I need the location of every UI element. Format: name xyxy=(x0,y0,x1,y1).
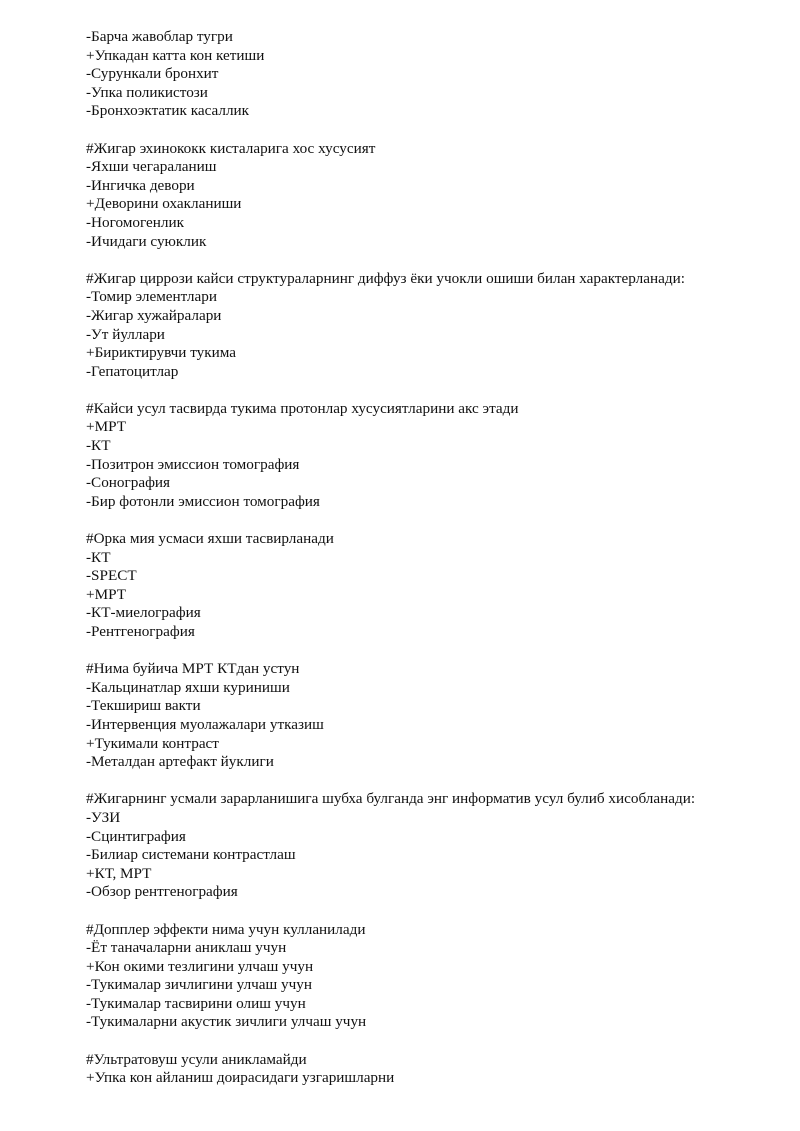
wrong-answer-option: -Яхши чегараланиш xyxy=(86,158,217,176)
wrong-answer-option: -Тукималар тасвирини олиш учун xyxy=(86,994,306,1012)
wrong-answer-option: -Сонография xyxy=(86,474,171,492)
question-block xyxy=(86,790,786,902)
question-block xyxy=(86,400,786,512)
wrong-answer-option: -Рентгенография xyxy=(86,623,195,640)
wrong-answer-option: -Текшириш вакти xyxy=(86,697,201,715)
question-block xyxy=(86,530,786,642)
correct-answer-option: +МРТ xyxy=(86,418,126,436)
question-text: #Жигар эхинококк кисталарига хос хусусият xyxy=(86,139,376,157)
wrong-answer-option: -УЗИ xyxy=(86,808,121,826)
wrong-answer-option: -КТ xyxy=(86,548,111,566)
wrong-answer-option: -SPECT xyxy=(86,567,137,585)
wrong-answer-option: -Билиар системани контрастлаш xyxy=(86,846,296,864)
correct-answer-option: +МРТ xyxy=(86,585,126,603)
wrong-answer-option: -Ичидаги суюклик xyxy=(86,232,207,250)
wrong-answer-option: -Ут йуллари xyxy=(86,325,165,343)
question-block xyxy=(86,1051,786,1088)
wrong-answer-option: -Жигар хужайралари xyxy=(86,306,222,324)
wrong-answer-option: -Сурункали бронхит xyxy=(86,65,219,83)
wrong-answer-option: -Бронхоэктатик касаллик xyxy=(86,102,250,120)
question-block xyxy=(86,140,786,252)
wrong-answer-option: -Металдан артефакт йуклиги xyxy=(86,753,274,771)
question-text: #Кайси усул тасвирда тукима протонлар хусусиятларини акс этади xyxy=(86,399,519,417)
correct-answer-option: +Кон окими тезлигини улчаш учун xyxy=(86,957,314,975)
question-block xyxy=(86,921,786,1033)
question-block xyxy=(86,28,786,121)
wrong-answer-option: -Барча жавоблар тугри xyxy=(86,28,233,45)
question-text: #Жигарнинг усмали зарарланишига шубха булганда энг информатив усул булиб хисобланади: xyxy=(86,790,696,808)
wrong-answer-option: -Ингичка девори xyxy=(86,176,195,194)
correct-answer-option: +Упкадан катта кон кетиши xyxy=(86,46,265,64)
correct-answer-option: +Деворини охакланиши xyxy=(86,195,242,213)
wrong-answer-option: -КТ-миелография xyxy=(86,604,201,622)
question-block xyxy=(86,270,786,382)
wrong-answer-option: -Интервенция муолажалари утказиш xyxy=(86,715,324,733)
correct-answer-option: +КТ, МРТ xyxy=(86,864,152,882)
correct-answer-option: +Упка кон айланиш доирасидаги узгаришларни xyxy=(86,1069,395,1087)
question-text: #Жигар циррози кайси структураларнинг диффуз ёки учокли ошиши билан характерланади: xyxy=(86,269,685,287)
wrong-answer-option: -Сцинтиграфия xyxy=(86,827,186,845)
question-list xyxy=(86,28,786,1106)
wrong-answer-option: -Ёт таначаларни аниклаш учун xyxy=(86,939,287,957)
wrong-answer-option: -Ногомогенлик xyxy=(86,213,184,231)
correct-answer-option: +Тукимали контраст xyxy=(86,734,219,752)
question-block xyxy=(86,660,786,772)
wrong-answer-option: -Тукималарни акустик зичлиги улчаш учун xyxy=(86,1013,367,1031)
wrong-answer-option: -Томир элементлари xyxy=(86,288,217,306)
wrong-answer-option: -Упка поликистози xyxy=(86,83,208,101)
question-text: #Ультратовуш усули аникламайди xyxy=(86,1050,307,1068)
question-text: #Допплер эффекти нима учун кулланилади xyxy=(86,920,366,938)
wrong-answer-option: -Кальцинатлар яхши куриниши xyxy=(86,678,290,696)
wrong-answer-option: -Тукималар зичлигини улчаш учун xyxy=(86,976,312,994)
question-text: #Нима буйича МРТ КТдан устун xyxy=(86,660,300,678)
correct-answer-option: +Бириктирувчи тукима xyxy=(86,344,237,362)
wrong-answer-option: -Гепатоцитлар xyxy=(86,362,179,380)
wrong-answer-option: -Позитрон эмиссион томография xyxy=(86,455,300,473)
wrong-answer-option: -Бир фотонли эмиссион томография xyxy=(86,492,320,510)
wrong-answer-option: -КТ xyxy=(86,437,111,455)
question-text: #Орка мия усмаси яхши тасвирланади xyxy=(86,530,334,548)
wrong-answer-option: -Обзор рентгенография xyxy=(86,883,238,901)
